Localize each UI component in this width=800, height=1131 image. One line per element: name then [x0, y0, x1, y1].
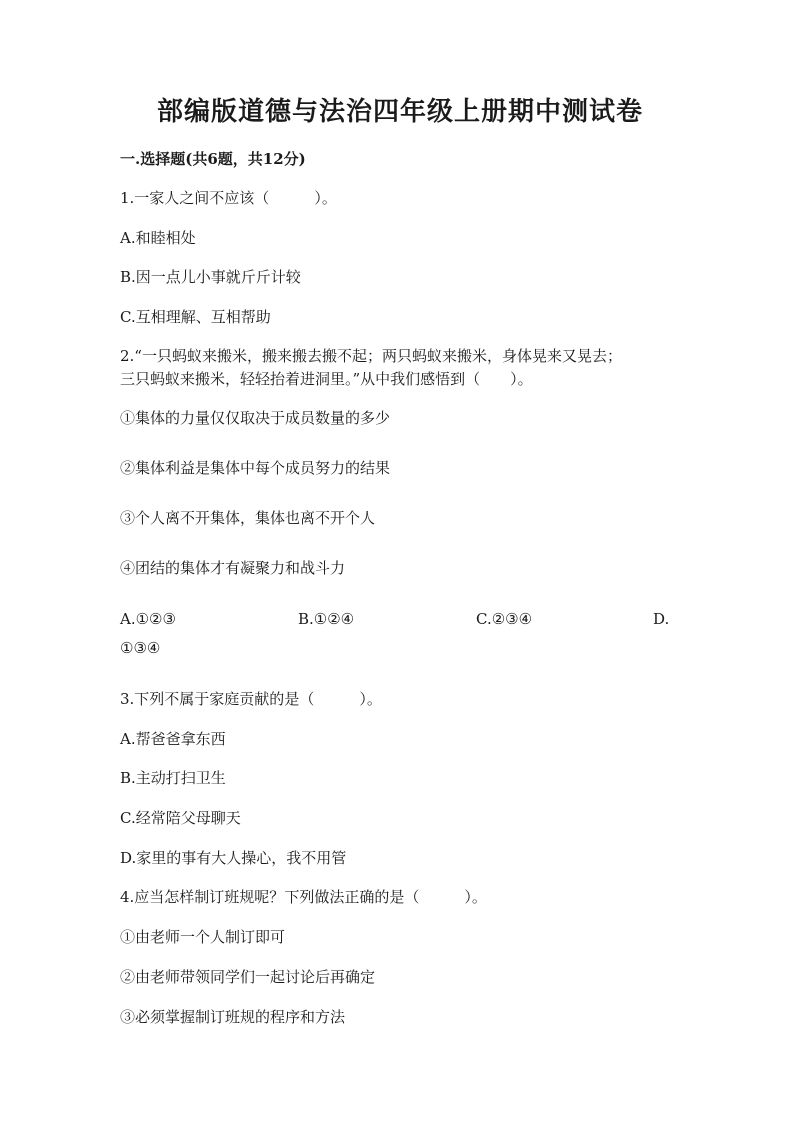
question-1-option-a: A.和睦相处 — [120, 229, 196, 247]
question-3-option-c: C.经常陪父母聊天 — [120, 809, 241, 827]
question-2-statement-1: ①集体的力量仅仅取决于成员数量的多少 — [120, 409, 391, 427]
question-2-statement-4: ④团结的集体才有凝聚力和战斗力 — [120, 559, 346, 577]
question-3-option-d: D.家里的事有大人操心，我不用管 — [120, 849, 347, 867]
question-3-option-b: B.主动打扫卫生 — [120, 769, 226, 787]
question-2-stem-line-2: 三只蚂蚁来搬米，轻轻抬着进洞里。”从中我们感悟到（ ）。 — [120, 370, 533, 388]
question-3-option-a: A.帮爸爸拿东西 — [120, 730, 226, 748]
question-2-statement-3: ③个人离不开集体，集体也离不开个人 — [120, 509, 376, 527]
exam-title: 部编版道德与法治四年级上册期中测试卷 — [156, 97, 643, 127]
question-2-choice-d-value: ①③④ — [120, 639, 161, 657]
question-1-option-b: B.因一点儿小事就斤斤计较 — [120, 268, 301, 286]
question-2-choice-b: B.①②④ — [298, 610, 355, 628]
question-4-stem: 4.应当怎样制订班规呢？下列做法正确的是（ ）。 — [120, 888, 487, 906]
question-4-statement-2: ②由老师带领同学们一起讨论后再确定 — [120, 968, 376, 986]
question-1-stem: 1.一家人之间不应该（ ）。 — [120, 189, 337, 207]
question-2-choices — [120, 608, 670, 630]
question-4-statement-1: ①由老师一个人制订即可 — [120, 928, 286, 946]
question-3-stem: 3.下列不属于家庭贡献的是（ ）。 — [120, 690, 382, 708]
section-heading: 一.选择题(共6题，共12分) — [120, 150, 306, 168]
question-2-choice-d-letter: D. — [653, 610, 670, 628]
question-4-statement-3: ③必须掌握制订班规的程序和方法 — [120, 1008, 346, 1026]
question-2-choice-a: A.①②③ — [120, 610, 176, 628]
question-2-statement-2: ②集体利益是集体中每个成员努力的结果 — [120, 459, 391, 477]
question-2-choice-c: C.②③④ — [476, 610, 533, 628]
question-2-stem-line-1: 2.“一只蚂蚁来搬米，搬来搬去搬不起；两只蚂蚁来搬米，身体晃来又晃去； — [120, 347, 622, 365]
question-1-option-c: C.互相理解、互相帮助 — [120, 308, 271, 326]
